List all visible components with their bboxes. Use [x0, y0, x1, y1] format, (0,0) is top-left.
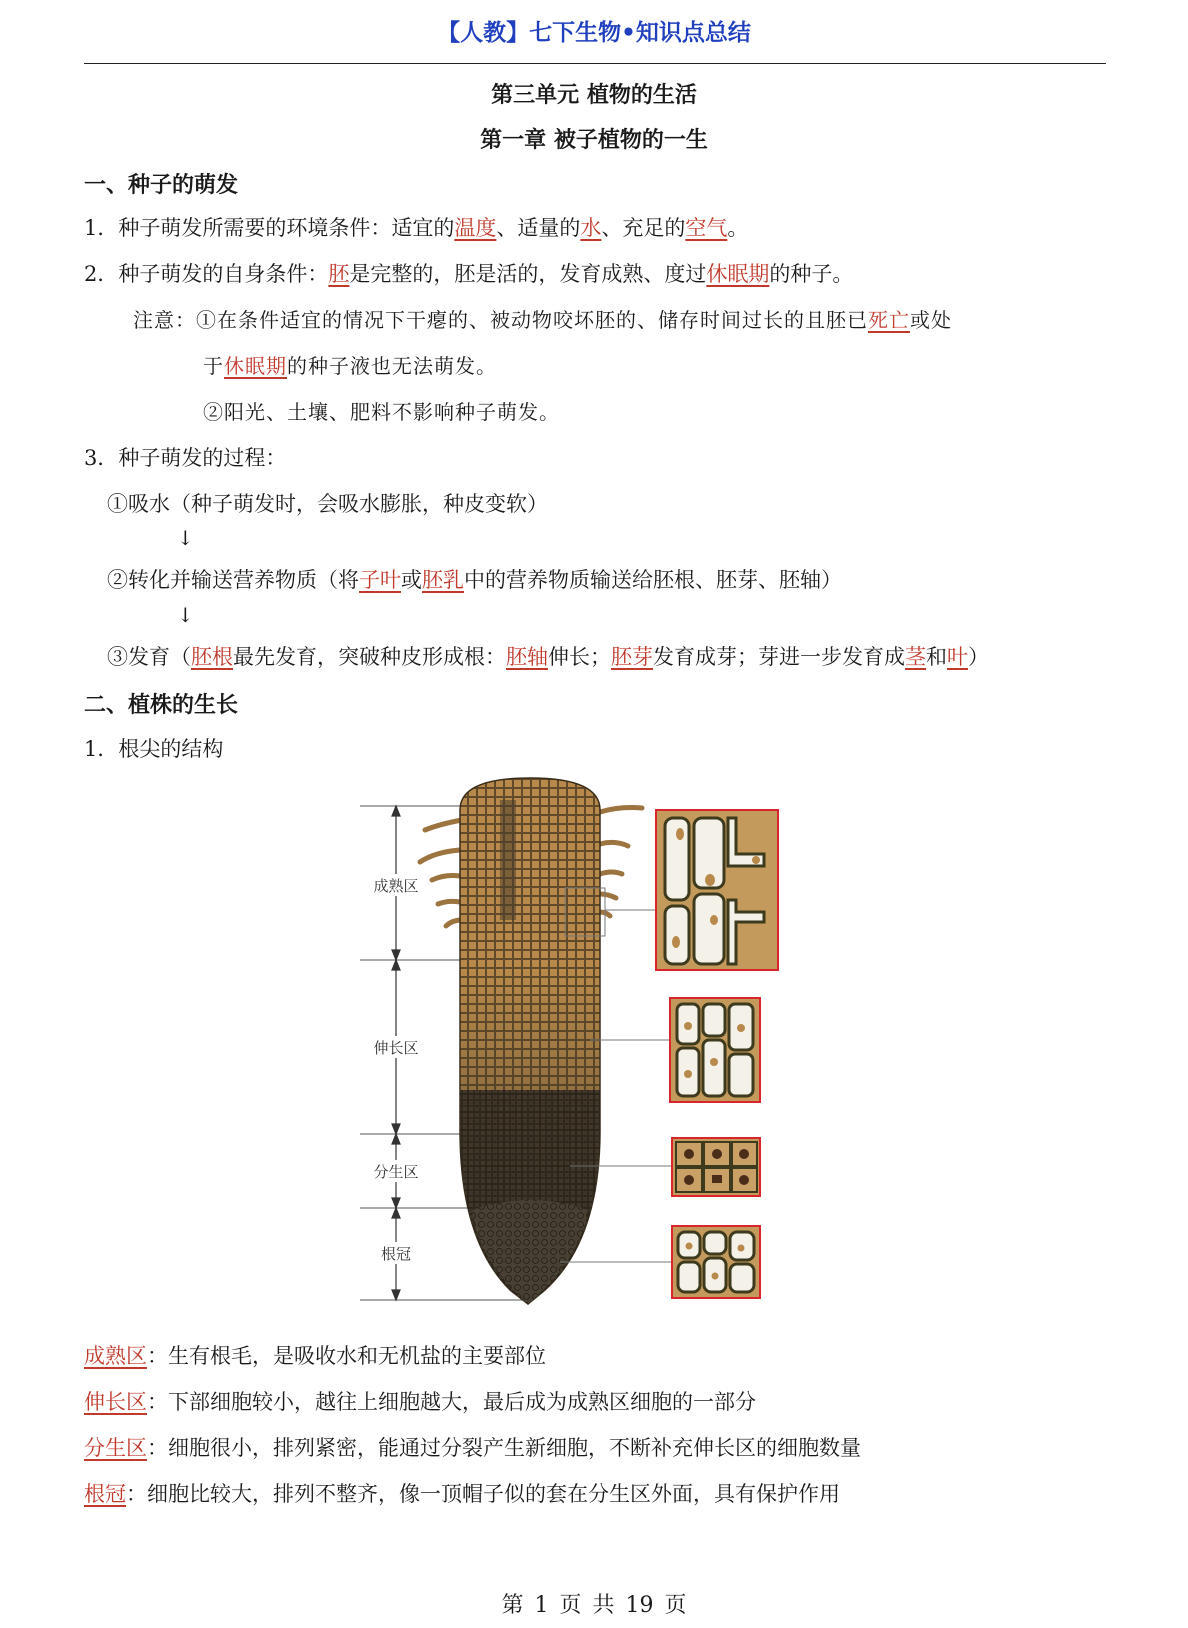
root-tip-diagram — [360, 770, 810, 1320]
keyword: 胚芽 — [611, 645, 653, 669]
zone-desc-maturation: 成熟区：生有根毛，是吸收水和无机盐的主要部位 — [84, 1344, 546, 1368]
inset-meristem-cells — [672, 1138, 760, 1196]
down-arrow-icon: ↓ — [177, 603, 194, 627]
inset-rootcap-cells — [672, 1226, 760, 1298]
unit-title: 第三单元 植物的生活 — [491, 83, 697, 108]
keyword: 子叶 — [359, 568, 401, 592]
paragraph-process: 3．种子萌发的过程： — [84, 446, 287, 470]
keyword: 空气 — [685, 216, 728, 240]
keyword: 分生区 — [84, 1436, 147, 1460]
section-heading-2: 二、植株的生长 — [84, 693, 239, 718]
keyword: 休眠期 — [706, 262, 770, 286]
chapter-title: 第一章 被子植物的一生 — [480, 128, 708, 153]
keyword: 死亡 — [868, 308, 910, 332]
zone-desc-elongation: 伸长区：下部细胞较小，越往上细胞越大，最后成为成熟区细胞的一部分 — [84, 1390, 756, 1414]
keyword: 伸长区 — [84, 1390, 147, 1414]
note-line-1: 注意：①在条件适宜的情况下干瘪的、被动物咬坏胚的、储存时间过长的且胚已死亡或处 — [133, 308, 952, 332]
page-header: 【人教】七下生物•知识点总结 — [437, 20, 751, 46]
down-arrow-icon: ↓ — [177, 526, 194, 550]
keyword: 胚乳 — [422, 568, 464, 592]
note-line-3: ②阳光、土壤、肥料不影响种子萌发。 — [203, 400, 560, 424]
keyword: 茎 — [905, 645, 926, 669]
keyword: 成熟区 — [84, 1344, 147, 1368]
header-rule — [84, 63, 1106, 64]
inset-elongation-cells — [670, 998, 760, 1102]
paragraph-root-tip: 1．根尖的结构 — [84, 737, 224, 761]
keyword: 温度 — [454, 216, 497, 240]
process-step-1: ①吸水（种子萌发时，会吸水膨胀，种皮变软） — [107, 492, 548, 516]
keyword: 水 — [580, 216, 602, 240]
keyword: 胚 — [328, 262, 350, 286]
keyword: 根冠 — [84, 1482, 126, 1506]
keyword: 叶 — [947, 645, 968, 669]
keyword: 休眠期 — [224, 354, 287, 378]
zone-label-meristem: 分生区 — [373, 1163, 419, 1181]
section-heading-1: 一、种子的萌发 — [84, 173, 239, 198]
note-line-2: 于休眠期的种子液也无法萌发。 — [203, 354, 497, 378]
zone-label-maturation: 成熟区 — [373, 877, 419, 895]
process-step-2: ②转化并输送营养物质（将子叶或胚乳中的营养物质输送给胚根、胚芽、胚轴） — [107, 568, 842, 592]
zone-label-elongation: 伸长区 — [373, 1039, 419, 1057]
zone-label-rootcap: 根冠 — [380, 1245, 412, 1263]
page-footer: 第 1 页 共 19 页 — [501, 1593, 687, 1618]
zone-desc-rootcap: 根冠：细胞比较大，排列不整齐，像一顶帽子似的套在分生区外面，具有保护作用 — [84, 1482, 840, 1506]
keyword: 胚轴 — [506, 645, 548, 669]
paragraph-self-conditions: 2．种子萌发的自身条件：胚是完整的，胚是活的，发育成熟、度过休眠期的种子。 — [84, 262, 854, 286]
paragraph-env-conditions: 1．种子萌发所需要的环境条件：适宜的温度、适量的水、充足的空气。 — [84, 216, 749, 240]
zone-desc-meristem: 分生区：细胞很小，排列紧密，能通过分裂产生新细胞，不断补充伸长区的细胞数量 — [84, 1436, 861, 1460]
process-step-3: ③发育（胚根最先发育，突破种皮形成根：胚轴伸长；胚芽发育成芽；芽进一步发育成茎和叶） — [107, 645, 989, 669]
inset-maturation-cells — [656, 810, 778, 970]
keyword: 胚根 — [191, 645, 233, 669]
